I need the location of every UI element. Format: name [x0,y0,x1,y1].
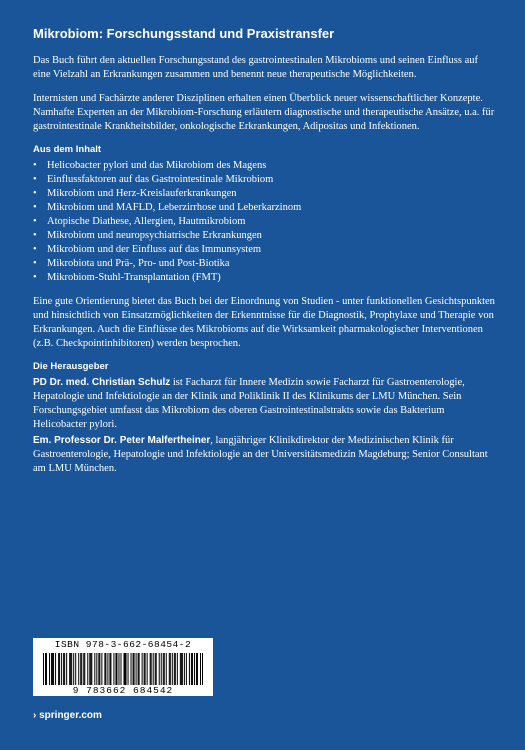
barcode-bar [53,653,54,685]
barcode-bar [164,653,165,685]
barcode-bar [71,653,72,685]
barcode-bar [133,653,134,685]
barcode-bar [75,653,76,685]
orientation-paragraph: Eine gute Orientierung bietet das Buch bei der Einordnung von Studien - unter funktionellen Gesichtspunkten und hinsichtlich von Einsatzmöglichkeiten der Erkenntnisse für die Diagnostik, Prophylaxe und Therapie von Erkrankungen. Auch die Einflüsse des Mikrobioms auf die Wirksamkeit pharmakologischer Interventionen (z.B. Checkpointinhibitoren) werden besprochen. [33,296,495,349]
barcode-bar [192,653,193,685]
barcode-bar [46,653,47,685]
book-title: Mikrobiom: Forschungsstand und Praxistransfer [33,26,335,41]
barcode-bar [125,653,126,685]
barcode-bar [170,653,171,685]
barcode-bar [169,653,170,685]
barcode-bar [197,653,198,685]
barcode-bar [43,653,44,685]
barcode-digits: 9 783662 684542 [33,685,213,696]
barcode-bar [109,653,110,685]
editors-heading: Die Herausgeber [33,361,109,372]
barcode-bar [180,653,181,685]
barcode-box [33,638,213,696]
barcode-bar [139,653,140,685]
list-item: • Mikrobiom und Herz-Kreislauferkrankungen [33,188,237,199]
barcode-bar [181,653,182,685]
barcode-bar [153,653,154,685]
barcode-bar [177,653,178,685]
publisher-link[interactable]: › springer.com [33,710,102,721]
bullet-icon: • [33,216,37,227]
bullet-icon: • [33,160,37,171]
barcode-bar [196,653,197,685]
barcode-bar [80,653,81,685]
list-item: • Einflussfaktoren auf das Gastrointestinale Mikrobiom [33,174,274,185]
barcode-bar [120,653,121,685]
barcode-bar [99,653,100,685]
barcode-bar [59,653,60,685]
editor-1-bio [33,376,495,432]
barcode-bar [161,653,162,685]
barcode-bar [189,653,190,685]
barcode-bar [145,653,146,685]
barcode-bar [45,653,46,685]
bullet-icon: • [33,244,37,255]
editor-2-bio [33,434,495,476]
contents-list [33,159,495,285]
barcode-bar [128,653,129,685]
bullet-icon: • [33,230,37,241]
barcode-bar [66,653,67,685]
list-item: • Helicobacter pylori und das Mikrobiom des Magens [33,160,267,171]
barcode-bar [94,653,95,685]
bullet-icon: • [33,174,37,185]
barcode-bar [156,653,157,685]
barcode-icon [43,653,203,685]
isbn-text: ISBN 978-3-662-68454-2 [54,639,192,650]
barcode-bar [166,653,167,685]
barcode-bar [175,653,176,685]
barcode-bar [84,653,85,685]
list-item: • Mikrobiom und MAFLD, Leberzirrhose und Leberkarzinom [33,202,302,213]
barcode-bar [98,653,99,685]
barcode-bar [104,653,105,685]
bullet-icon: • [33,188,37,199]
bullet-icon: • [33,272,37,283]
barcode-bar [110,653,111,685]
barcode-bar [159,653,160,685]
barcode-bar [61,653,62,685]
barcode-bar [131,653,132,685]
barcode-bar [174,653,175,685]
barcode-bar [55,653,56,685]
barcode-bar [91,653,92,685]
barcode-bar [134,653,135,685]
barcode-bar [96,653,97,685]
barcode-bar [144,653,145,685]
list-item: • Mikrobiom und neuropsychiatrische Erkrankungen [33,230,262,241]
barcode-bar [51,653,52,685]
list-item: • Mikrobiom-Stuhl-Transplantation (FMT) [33,272,221,283]
list-item: • Atopische Diathese, Allergien, Hautmikrobiom [33,216,246,227]
editors-section [33,361,495,476]
barcode-bar [182,653,183,685]
barcode-bar [138,653,139,685]
intro-paragraph-2: Internisten und Fachärzte anderer Disziplinen erhalten einen Überblick neuer wissenschaftlicher Konzepte. Namhafte Experten an der Mikrobiom-Forschung erläutern diagnostische und therapeutische Ansätze, u.a. für gastrointestinale Krankheitsbilder, onkologische Erkrankungen, Adipositas und Infektionen. [33,93,495,132]
barcode-bar [163,653,164,685]
barcode-bar [107,653,108,685]
barcode-bar [142,653,143,685]
barcode-bar [116,653,117,685]
editor-1-name: PD Dr. med. Christian Schulz [33,377,171,388]
list-item: • Mikrobiom und der Einfluss auf das Immunsystem [33,244,262,255]
barcode-bar [136,653,137,685]
barcode-bar [81,653,82,685]
barcode-bar [172,653,173,685]
barcode-bar [78,653,79,685]
barcode-bar [194,653,195,685]
barcode-bar [186,653,187,685]
barcode-bar [70,653,71,685]
barcode-bar [115,653,116,685]
barcode-bar [105,653,106,685]
back-cover-content [33,26,495,478]
barcode-bar [73,653,74,685]
barcode-bar [101,653,102,685]
barcode-bar [155,653,156,685]
barcode-bar [83,653,84,685]
barcode-bar [58,653,59,685]
barcode-bar [87,653,88,685]
editor-1-text: ist Facharzt für Innere Medizin sowie Facharzt für Gastroenterologie, Hepatologie und Infektiologie an der Klinik und Poliklinik II des Klinikums der LMU München. Sein Forschungsgebiet umfasst das Mikrobiom des oberen Gastrointestinalstrakts sowie das Bakterium Helicobacter pylori. [33,377,465,430]
editor-2-name: Em. Professor Dr. Peter Malfertheiner [33,435,211,446]
barcode-bar [124,653,125,685]
barcode-bar [200,653,201,685]
bullet-icon: • [33,202,37,213]
intro-paragraph-1: Das Buch führt den aktuellen Forschungsstand des gastrointestinalen Mikrobioms und seinen Einfluss auf eine Vielzahl an Erkrankungen zusammen und benennt neue therapeutische Möglichkeiten. [33,55,479,80]
barcode-bar [126,653,127,685]
barcode-bar [64,653,65,685]
barcode-bar [90,653,91,685]
barcode-bar [89,653,90,685]
barcode-bar [63,653,64,685]
barcode-bar [184,653,185,685]
barcode-bar [202,653,203,685]
list-item: • Mikrobiota und Prä-, Pro- und Post-Biotika [33,258,230,269]
barcode-bar [113,653,114,685]
barcode-bar [150,653,151,685]
barcode-bar [69,653,70,685]
barcode-bar [118,653,119,685]
barcode-bar [147,653,148,685]
barcode-bar [191,653,192,685]
editor-2-text: , langjähriger Klinikdirektor der Medizinischen Klinik für Gastroenterologie, Hepatologie und Infektiologie an der Universitätsmedizin Magdeburg; Senior Consultant am LMU München. [33,435,488,474]
barcode-bar [52,653,53,685]
bullet-icon: • [33,258,37,269]
contents-heading: Aus dem Inhalt [33,144,102,155]
barcode-bar [151,653,152,685]
barcode-bar [49,653,50,685]
